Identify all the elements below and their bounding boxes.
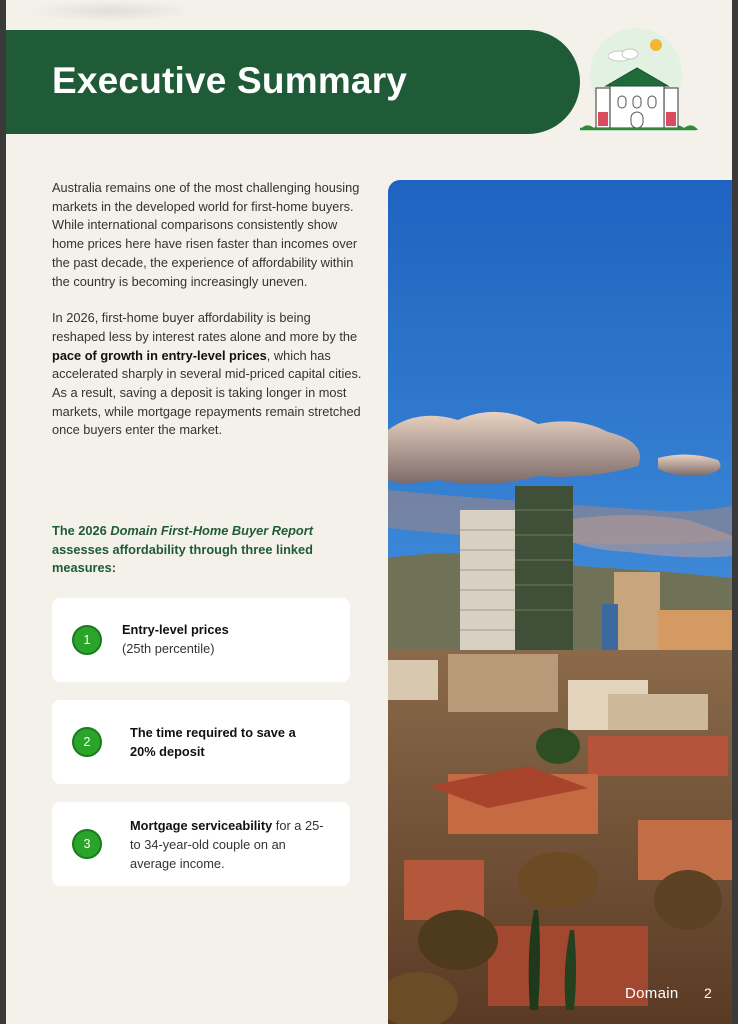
step-number-badge: 1 — [72, 625, 102, 655]
report-page — [6, 0, 732, 1024]
step-number-badge: 2 — [72, 727, 102, 757]
domain-logo: Domain — [625, 985, 679, 1002]
measure-detail-1: (25th percentile) — [122, 641, 215, 656]
measure-text-3 — [130, 816, 330, 873]
measure-text-1 — [122, 620, 332, 658]
page-title: Executive Summary — [52, 60, 408, 101]
intro-paragraph-2-emphasis: pace of growth in entry-level prices — [52, 347, 267, 363]
intro-text — [52, 179, 362, 458]
step-number-badge: 3 — [72, 829, 102, 859]
measure-title-2: The time required to save a 20% deposit — [130, 725, 296, 759]
house-illustration-icon — [572, 28, 698, 136]
intro-paragraph-2-end: , which has accelerated sharply in several mid-priced capital cities. As a result, saving a deposit is taking longer in most markets, while mortgage repayments remain stretched once buyers enter the market. — [52, 347, 362, 438]
report-name: Domain First-Home Buyer Report — [110, 523, 313, 538]
measures-intro — [52, 522, 352, 578]
measures-intro-end: assesses affordability through three linked measures: — [52, 541, 313, 575]
measure-title-1: Entry-level prices — [122, 622, 229, 637]
measure-card-1 — [52, 598, 350, 682]
measure-title-3: Mortgage serviceability — [130, 818, 273, 833]
measure-card-2 — [52, 700, 350, 784]
city-skyline-image — [388, 180, 732, 1024]
page-shadow — [26, 0, 196, 22]
measure-card-3 — [52, 802, 350, 886]
measure-text-2 — [130, 723, 315, 761]
intro-paragraph-2 — [52, 309, 362, 440]
measures-intro-start: The 2026 — [52, 523, 111, 538]
measure-detail-3: for a 25- to 34-year-old couple on an average income. — [130, 818, 324, 871]
intro-paragraph-2-start: In 2026, first-home buyer affordability is being reshaped less by interest rates alone and more by the — [52, 310, 358, 344]
city-skyline-photo — [388, 180, 732, 1024]
intro-paragraph-1: Australia remains one of the most challenging housing markets in the developed world for first-home buyers. While international comparisons consistently show home prices here have risen faster than incomes over the past decade, the experience of affordability within the country is becoming increasingly uneven. — [52, 180, 360, 289]
page-number: 2 — [704, 985, 712, 1001]
